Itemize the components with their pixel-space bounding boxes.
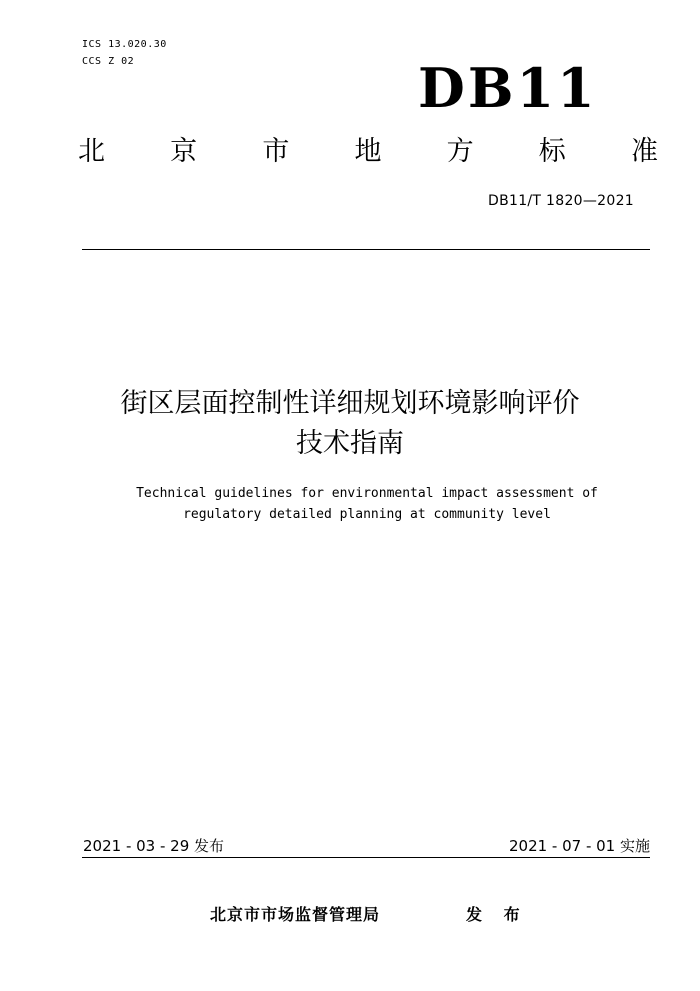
english-title bbox=[0, 483, 700, 525]
standard-type-char: 市 bbox=[262, 136, 290, 167]
ics-code: ICS 13.020.30 bbox=[82, 39, 167, 50]
issue-label: 发 布 bbox=[466, 905, 528, 924]
chinese-title bbox=[0, 384, 700, 464]
classification-codes bbox=[82, 36, 167, 70]
standard-number: DB11/T 1820—2021 bbox=[488, 193, 634, 209]
standard-type-char: 京 bbox=[170, 136, 198, 167]
standard-type-title bbox=[78, 134, 658, 170]
implement-date: 2021 - 07 - 01 实施 bbox=[508, 837, 650, 855]
english-title-line-2: regulatory detailed planning at community level bbox=[183, 507, 551, 522]
standard-type-char: 标 bbox=[538, 136, 566, 167]
issuing-authority: 北京市市场监督管理局 bbox=[210, 905, 381, 924]
standard-code-logo: DB11 bbox=[418, 56, 598, 120]
ccs-code: CCS Z 02 bbox=[82, 56, 135, 67]
standard-type-char: 地 bbox=[354, 136, 382, 167]
standard-type-char: 方 bbox=[446, 136, 474, 167]
bottom-divider bbox=[82, 857, 650, 858]
standard-type-char: 北 bbox=[78, 136, 105, 167]
publish-date: 2021 - 03 - 29 发布 bbox=[83, 837, 225, 855]
english-title-line-1: Technical guidelines for environmental impact assessment of bbox=[136, 486, 598, 501]
chinese-title-line-1: 街区层面控制性详细规划环境影响评价 bbox=[120, 388, 580, 419]
top-divider bbox=[82, 249, 650, 250]
standard-type-char: 准 bbox=[630, 136, 658, 167]
chinese-title-line-2: 技术指南 bbox=[296, 428, 404, 459]
